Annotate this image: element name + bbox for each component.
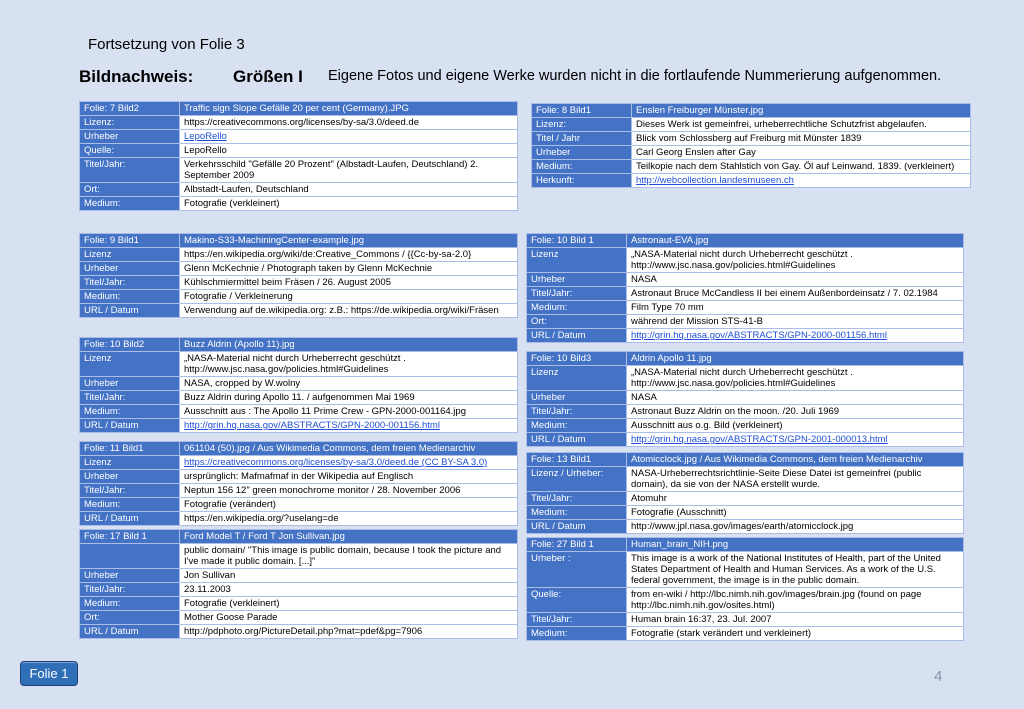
credit-block-folie7-bild2 bbox=[79, 101, 518, 211]
block-value: https://creativecommons.org/licenses/by-sa/3.0/deed.de bbox=[180, 116, 518, 130]
credit-block-folie17-bild1 bbox=[79, 529, 518, 639]
block-value: Fotografie (verändert) bbox=[180, 498, 518, 512]
block-value: Kühlschmiermittel beim Fräsen / 26. August 2005 bbox=[180, 276, 518, 290]
block-value: Buzz Aldrin (Apollo 11).jpg bbox=[180, 338, 518, 352]
block-key: Folie: 10 Bild3 bbox=[527, 352, 627, 366]
block-key: Medium: bbox=[527, 419, 627, 433]
block-value: Enslen Freiburger Münster.jpg bbox=[632, 104, 971, 118]
block-key: Medium: bbox=[532, 160, 632, 174]
block-key: Folie: 10 Bild 1 bbox=[527, 234, 627, 248]
block-key: Medium: bbox=[80, 405, 180, 419]
credit-block-folie8-bild1 bbox=[531, 103, 971, 188]
block-key: Titel/Jahr: bbox=[80, 583, 180, 597]
block-value: Dieses Werk ist gemeinfrei, urheberrechtliche Schutzfrist abgelaufen. bbox=[632, 118, 971, 132]
block-key: URL / Datum bbox=[527, 329, 627, 343]
folie-1-button[interactable]: Folie 1 bbox=[20, 661, 78, 686]
credit-block-folie11-bild1 bbox=[79, 441, 518, 526]
slide-title-size: Größen I bbox=[233, 67, 303, 86]
block-key: Urheber bbox=[80, 569, 180, 583]
block-value: Astronaut Bruce McCandless II bei einem Außenbordeinsatz / 7. 02.1984 bbox=[627, 287, 964, 301]
block-key: Quelle: bbox=[527, 588, 627, 613]
block-value: Buzz Aldrin during Apollo 11. / aufgenommen Mai 1969 bbox=[180, 391, 518, 405]
block-value-link[interactable]: http://grin.hq.nasa.gov/ABSTRACTS/GPN-2000-001156.html bbox=[180, 419, 518, 433]
block-value-link[interactable]: http://webcollection.landesmuseen.ch bbox=[632, 174, 971, 188]
block-key: Folie: 13 Bild1 bbox=[527, 453, 627, 467]
credit-block-folie13-bild1 bbox=[526, 452, 964, 534]
block-key: Folie: 17 Bild 1 bbox=[80, 530, 180, 544]
block-value: Fotografie (Ausschnitt) bbox=[627, 506, 964, 520]
block-value-link[interactable]: LepoRello bbox=[180, 130, 518, 144]
block-key: URL / Datum bbox=[527, 433, 627, 447]
block-value: Ausschnitt aus : The Apollo 11 Prime Crew - GPN-2000-001164.jpg bbox=[180, 405, 518, 419]
block-value: Carl Georg Enslen after Gay bbox=[632, 146, 971, 160]
block-key: Lizenz bbox=[527, 366, 627, 391]
block-key: URL / Datum bbox=[527, 520, 627, 534]
block-value: Traffic sign Slope Gefälle 20 per cent (Germany).JPG bbox=[180, 102, 518, 116]
block-value-link[interactable]: https://creativecommons.org/licenses/by-sa/3.0/deed.de (CC BY-SA 3.0) bbox=[180, 456, 518, 470]
block-value: Atomicclock.jpg / Aus Wikimedia Commons, dem freien Medienarchiv bbox=[627, 453, 964, 467]
block-value: Neptun 156 12" green monochrome monitor / 28. November 2006 bbox=[180, 484, 518, 498]
slide-title-label: Bildnachweis: bbox=[79, 67, 194, 86]
block-value: während der Mission STS-41-B bbox=[627, 315, 964, 329]
block-key: Ort: bbox=[80, 611, 180, 625]
block-value: Fotografie (verkleinert) bbox=[180, 597, 518, 611]
block-value: NASA-Urheberrechtsrichtlinie-Seite Diese Datei ist gemeinfrei (public domain), da sie von der NASA erstellt wurde. bbox=[627, 467, 964, 492]
block-key: Urheber bbox=[527, 391, 627, 405]
block-value: from en-wiki / http://lbc.nimh.nih.gov/images/brain.jpg (found on page http://lbc.nimh.nih.gov/osites.html) bbox=[627, 588, 964, 613]
block-value: Blick vom Schlossberg auf Freiburg mit Münster 1839 bbox=[632, 132, 971, 146]
block-value: public domain/ "This image is public domain, because I took the picture and I've made it public domain. [...]" bbox=[180, 544, 518, 569]
block-key: Medium: bbox=[527, 506, 627, 520]
block-key: Quelle: bbox=[80, 144, 180, 158]
block-key: Medium: bbox=[527, 301, 627, 315]
block-key: Folie: 10 Bild2 bbox=[80, 338, 180, 352]
block-value: NASA bbox=[627, 391, 964, 405]
page-number: 4 bbox=[934, 668, 943, 685]
block-key: Folie: 27 Bild 1 bbox=[527, 538, 627, 552]
block-value: Verwendung auf de.wikipedia.org: z.B.: https://de.wikipedia.org/wiki/Fräsen bbox=[180, 304, 518, 318]
block-value: Human_brain_NIH.png bbox=[627, 538, 964, 552]
block-key: Urheber bbox=[532, 146, 632, 160]
block-key: Lizenz bbox=[80, 456, 180, 470]
block-value: https://en.wikipedia.org/?uselang=de bbox=[180, 512, 518, 526]
block-value: Fotografie (stark verändert und verkleinert) bbox=[627, 627, 964, 641]
block-key: Urheber bbox=[80, 470, 180, 484]
block-value: „NASA-Material nicht durch Urheberrecht geschützt . http://www.jsc.nasa.gov/policies.html#Guidelines bbox=[627, 366, 964, 391]
block-value: Glenn McKechnie / Photograph taken by Glenn McKechnie bbox=[180, 262, 518, 276]
block-key: Urheber bbox=[80, 130, 180, 144]
credit-block-folie10-bild1 bbox=[526, 233, 964, 343]
block-key: Urheber : bbox=[527, 552, 627, 588]
block-value: 23.11.2003 bbox=[180, 583, 518, 597]
block-key: Urheber bbox=[80, 262, 180, 276]
block-value: Film Type 70 mm bbox=[627, 301, 964, 315]
block-value: LepoRello bbox=[180, 144, 518, 158]
block-key: Titel/Jahr: bbox=[527, 287, 627, 301]
block-key bbox=[80, 544, 180, 569]
block-value: 061104 (50).jpg / Aus Wikimedia Commons, dem freien Medienarchiv bbox=[180, 442, 518, 456]
block-key: Herkunft: bbox=[532, 174, 632, 188]
credit-block-folie10-bild2 bbox=[79, 337, 518, 433]
block-value: This image is a work of the National Institutes of Health, part of the United States Department of Health and Human Services. As a work of the U.S. federal government, the image is in the public domain. bbox=[627, 552, 964, 588]
block-value: Astronaut Buzz Aldrin on the moon. /20. Juli 1969 bbox=[627, 405, 964, 419]
block-value: Teilkopie nach dem Stahlstich von Gay. Öl auf Leinwand. 1839. (verkleinert) bbox=[632, 160, 971, 174]
block-key: Urheber bbox=[80, 377, 180, 391]
block-value: https://en.wikipedia.org/wiki/de:Creative_Commons / {{Cc-by-sa-2.0} bbox=[180, 248, 518, 262]
block-key: Folie: 9 Bild1 bbox=[80, 234, 180, 248]
block-key: Medium: bbox=[80, 197, 180, 211]
block-key: URL / Datum bbox=[80, 625, 180, 639]
credit-block-folie9-bild1 bbox=[79, 233, 518, 318]
block-key: Titel/Jahr: bbox=[80, 158, 180, 183]
block-key: Folie: 7 Bild2 bbox=[80, 102, 180, 116]
block-key: URL / Datum bbox=[80, 419, 180, 433]
block-key: Lizenz / Urheber: bbox=[527, 467, 627, 492]
block-key: Titel/Jahr: bbox=[80, 276, 180, 290]
block-key: URL / Datum bbox=[80, 304, 180, 318]
block-key: Titel/Jahr: bbox=[527, 613, 627, 627]
credit-block-folie10-bild3 bbox=[526, 351, 964, 447]
block-value: Mother Goose Parade bbox=[180, 611, 518, 625]
block-key: Folie: 8 Bild1 bbox=[532, 104, 632, 118]
block-key: Ort: bbox=[527, 315, 627, 329]
block-value: NASA, cropped by W.wolny bbox=[180, 377, 518, 391]
block-key: Lizenz bbox=[80, 248, 180, 262]
block-value: Ausschnitt aus o.g. Bild (verkleinert) bbox=[627, 419, 964, 433]
block-key: Medium: bbox=[80, 290, 180, 304]
block-value-link[interactable]: http://grin.hq.nasa.gov/ABSTRACTS/GPN-2001-000013.html bbox=[627, 433, 964, 447]
block-key: Medium: bbox=[80, 498, 180, 512]
block-value: Jon Sullivan bbox=[180, 569, 518, 583]
block-value: ursprünglich: Mafmafmaf in der Wikipedia auf Englisch bbox=[180, 470, 518, 484]
block-key: Lizenz: bbox=[532, 118, 632, 132]
block-value: „NASA-Material nicht durch Urheberrecht geschützt . http://www.jsc.nasa.gov/policies.html#Guidelines bbox=[627, 248, 964, 273]
block-value: Fotografie (verkleinert) bbox=[180, 197, 518, 211]
block-value: Verkehrsschild "Gefälle 20 Prozent" (Albstadt-Laufen, Deutschland) 2. September 2009 bbox=[180, 158, 518, 183]
block-key: Urheber bbox=[527, 273, 627, 287]
block-value: „NASA-Material nicht durch Urheberrecht geschützt . http://www.jsc.nasa.gov/policies.html#Guidelines bbox=[180, 352, 518, 377]
block-value: Aldrin Apollo 11.jpg bbox=[627, 352, 964, 366]
block-key: Ort: bbox=[80, 183, 180, 197]
block-value: Astronaut-EVA.jpg bbox=[627, 234, 964, 248]
block-value: Makino-S33-MachiningCenter-example.jpg bbox=[180, 234, 518, 248]
block-value: Albstadt-Laufen, Deutschland bbox=[180, 183, 518, 197]
block-key: Titel/Jahr: bbox=[80, 484, 180, 498]
slide-title-note: Eigene Fotos und eigene Werke wurden nicht in die fortlaufende Nummerierung aufgenommen. bbox=[328, 68, 942, 84]
block-value: Human brain 16:37, 23. Jul. 2007 bbox=[627, 613, 964, 627]
block-key: Medium: bbox=[527, 627, 627, 641]
block-value: http://pdphoto.org/PictureDetail.php?mat=pdef&pg=7906 bbox=[180, 625, 518, 639]
block-key: Lizenz bbox=[527, 248, 627, 273]
slide-subtitle: Fortsetzung von Folie 3 bbox=[88, 36, 245, 53]
block-key: Titel / Jahr bbox=[532, 132, 632, 146]
block-key: Titel/Jahr: bbox=[527, 492, 627, 506]
block-key: Lizenz: bbox=[80, 116, 180, 130]
block-value: Fotografie / Verkleinerung bbox=[180, 290, 518, 304]
block-value-link[interactable]: http://grin.hq.nasa.gov/ABSTRACTS/GPN-2000-001156.html bbox=[627, 329, 964, 343]
block-key: Medium: bbox=[80, 597, 180, 611]
block-key: Titel/Jahr: bbox=[80, 391, 180, 405]
credit-block-folie27-bild1 bbox=[526, 537, 964, 641]
block-key: Titel/Jahr: bbox=[527, 405, 627, 419]
block-value: Atomuhr bbox=[627, 492, 964, 506]
block-key: Folie: 11 Bild1 bbox=[80, 442, 180, 456]
block-key: URL / Datum bbox=[80, 512, 180, 526]
block-key: Lizenz bbox=[80, 352, 180, 377]
block-value: http://www.jpl.nasa.gov/images/earth/atomicclock.jpg bbox=[627, 520, 964, 534]
block-value: Ford Model T / Ford T Jon Sullivan.jpg bbox=[180, 530, 518, 544]
block-value: NASA bbox=[627, 273, 964, 287]
